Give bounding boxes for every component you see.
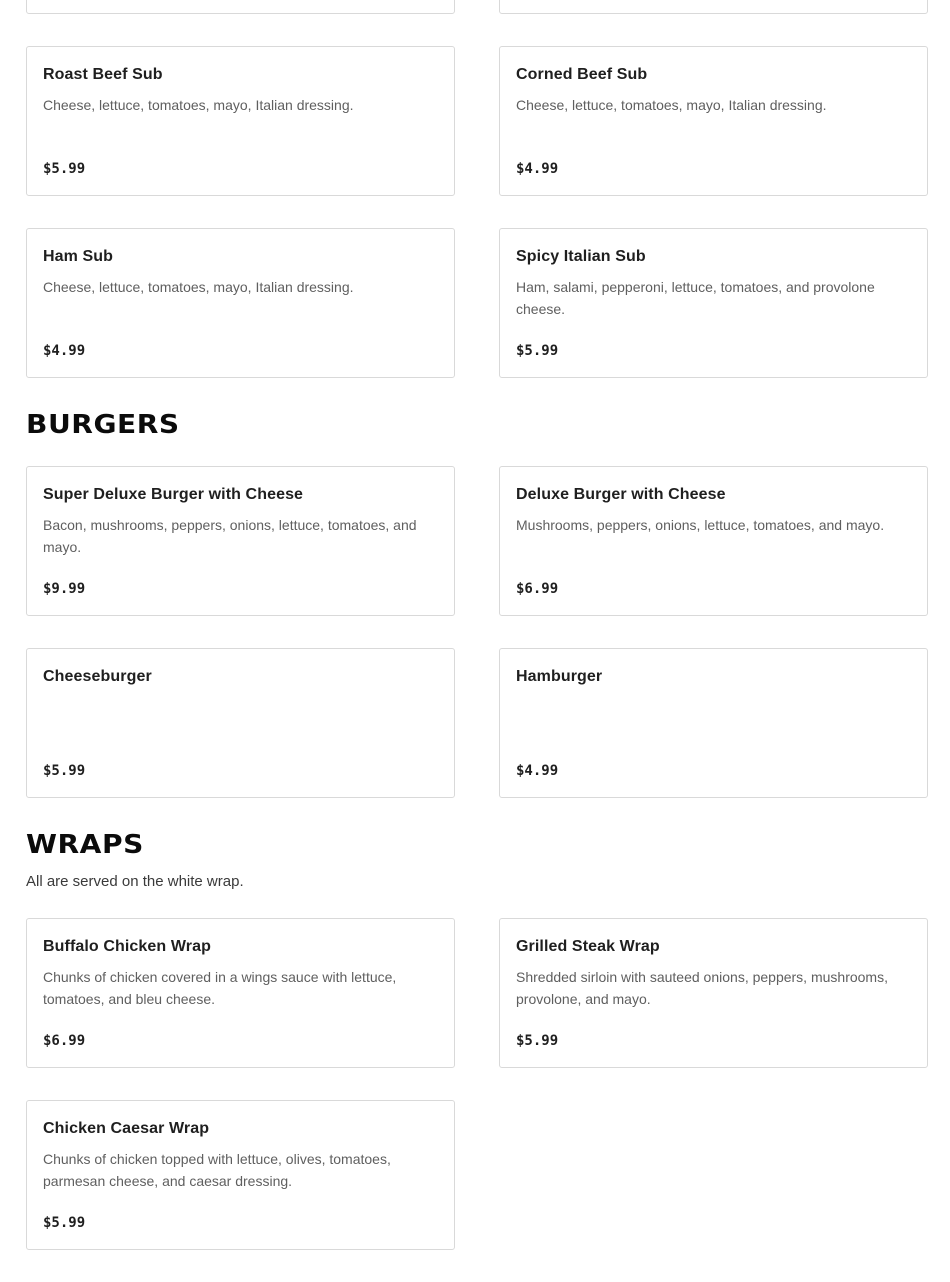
menu-item-name: Roast Beef Sub: [43, 66, 163, 83]
menu-item-card[interactable]: [26, 466, 455, 616]
menu-item-price: $4.99: [516, 763, 559, 779]
menu-item-description: Bacon, mushrooms, peppers, onions, lettuce, tomatoes, and mayo.: [43, 517, 417, 555]
menu-item-price: $5.99: [43, 161, 86, 177]
menu-item-description: Mushrooms, peppers, onions, lettuce, tomatoes, and mayo.: [516, 517, 885, 533]
menu-item-card[interactable]: [499, 466, 928, 616]
menu-item-name: Cheeseburger: [43, 668, 152, 685]
menu-item-description: Cheese, lettuce, tomatoes, mayo, Italian dressing.: [43, 97, 354, 113]
menu-item-price: $5.99: [43, 1215, 86, 1231]
menu-item-card[interactable]: [499, 918, 928, 1068]
menu-item-price: $9.99: [43, 581, 86, 597]
menu-item-description: Cheese, lettuce, tomatoes, mayo, Italian dressing.: [43, 279, 354, 295]
menu-item-price: $5.99: [516, 1033, 559, 1049]
menu-item-price: $6.99: [516, 581, 559, 597]
menu-item-price: $4.99: [43, 343, 86, 359]
menu-item-description: Shredded sirloin with sauteed onions, peppers, mushrooms, provolone, and mayo.: [516, 969, 888, 1007]
section-note-wraps: All are served on the white wrap.: [26, 873, 244, 890]
menu-item-price: $6.99: [43, 1033, 86, 1049]
menu-item-name: Ham Sub: [43, 248, 114, 265]
menu-item-price: $4.99: [516, 161, 559, 177]
section-title-wraps: WRAPS: [26, 830, 144, 860]
menu-item-name: Grilled Steak Wrap: [516, 938, 660, 955]
menu-item-description: Chunks of chicken covered in a wings sauce with lettuce, tomatoes, and bleu cheese.: [43, 969, 397, 1007]
menu-item-name: Deluxe Burger with Cheese: [516, 486, 726, 503]
menu-item-card[interactable]: [26, 228, 455, 378]
menu-item-name: Super Deluxe Burger with Cheese: [43, 486, 304, 503]
section-title-burgers: BURGERS: [26, 410, 180, 440]
menu-item-card[interactable]: [499, 228, 928, 378]
menu-item-card[interactable]: [499, 648, 928, 798]
menu-item-name: Chicken Caesar Wrap: [43, 1120, 210, 1137]
menu-item-card[interactable]: [26, 46, 455, 196]
menu-item-card[interactable]: [26, 1100, 455, 1250]
menu-item-description: Ham, salami, pepperoni, lettuce, tomatoes, and provolone cheese.: [516, 279, 875, 317]
menu-item-card[interactable]: [26, 918, 455, 1068]
menu-item-description: Chunks of chicken topped with lettuce, olives, tomatoes, parmesan cheese, and caesar dressing.: [43, 1151, 391, 1189]
menu-item-card-partial[interactable]: [499, 0, 928, 14]
menu-item-price: $5.99: [43, 763, 86, 779]
menu-item-card[interactable]: [499, 46, 928, 196]
menu-item-name: Corned Beef Sub: [516, 66, 648, 83]
menu-item-card[interactable]: [26, 648, 455, 798]
menu-item-card-partial[interactable]: [26, 0, 455, 14]
menu-item-name: Buffalo Chicken Wrap: [43, 938, 211, 955]
menu-item-name: Spicy Italian Sub: [516, 248, 646, 265]
menu-item-description: Cheese, lettuce, tomatoes, mayo, Italian dressing.: [516, 97, 827, 113]
menu-item-name: Hamburger: [516, 668, 603, 685]
menu-item-price: $5.99: [516, 343, 559, 359]
